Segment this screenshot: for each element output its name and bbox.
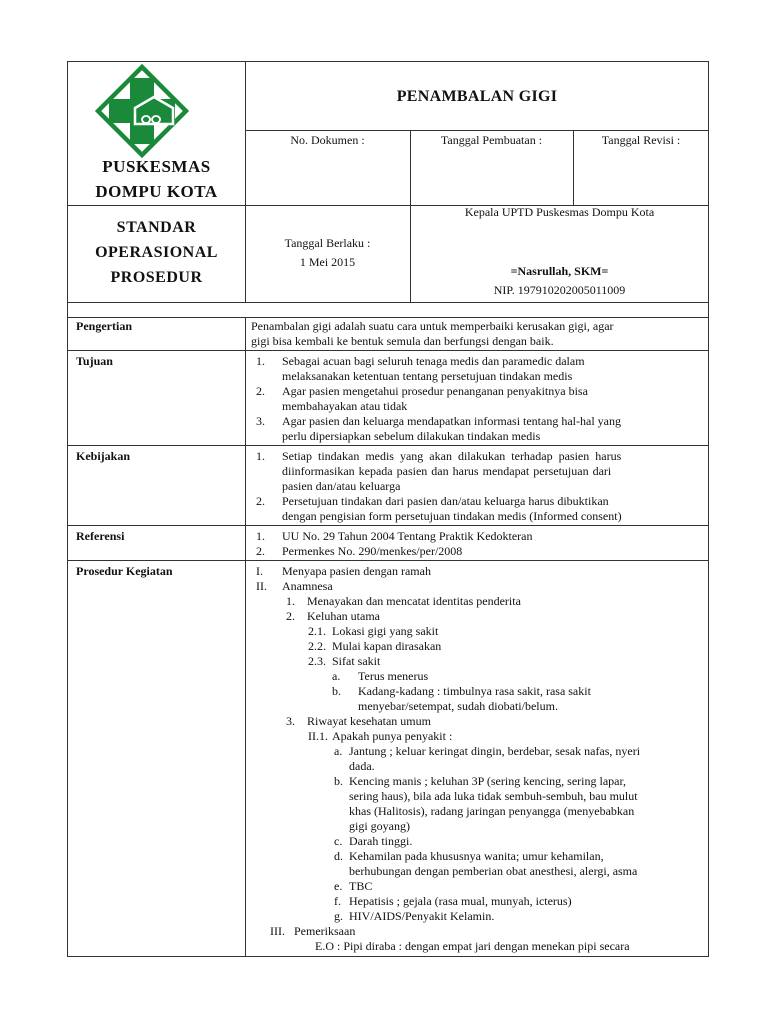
created-date-label: Tanggal Pembuatan : [440, 133, 543, 147]
prosedur-text: TBC [349, 879, 373, 893]
pengertian-bottom-line [68, 350, 709, 351]
tujuan-item-3a: Agar pasien dan keluarga mendapatkan informasi tentang hal-hal yang [282, 414, 621, 428]
pengertian-label: Pengertian [76, 319, 132, 333]
kebijakan-num-2: 2. [256, 494, 265, 508]
tujuan-item-3b: perlu dipersiapkan sebelum dilakukan tindakan medis [282, 429, 541, 443]
kebijakan-item-2b: dengan pengisian form persetujuan tindakan medis (Informed consent) [282, 509, 622, 523]
kebijakan-item-1c: pasien dan/atau keluarga [282, 479, 401, 493]
prosedur-text: E.O : Pipi diraba : dengan empat jari dengan menekan pipi secara [315, 939, 630, 953]
title-row-divider [245, 130, 709, 131]
tujuan-num-1: 1. [256, 354, 265, 368]
prosedur-text: Terus menerus [358, 669, 429, 683]
content-top-line [68, 317, 709, 318]
kebijakan-bottom-line [68, 525, 709, 526]
prosedur-num: 2.3. [308, 654, 326, 668]
prosedur-num: a. [334, 744, 343, 758]
prosedur-text: khas (Halitosis), radang jaringan penyangga (menyebabkan [349, 804, 635, 818]
prosedur-label: Prosedur Kegiatan [76, 564, 173, 578]
effective-date: 1 Mei 2015 [299, 255, 356, 269]
prosedur-text: HIV/AIDS/Penyakit Kelamin. [349, 909, 495, 923]
sop-document [67, 61, 709, 957]
prosedur-text: Darah tinggi. [349, 834, 413, 848]
prosedur-text: gigi goyang) [349, 819, 410, 833]
prosedur-num: b. [332, 684, 341, 698]
prosedur-num: 3. [286, 714, 295, 728]
head-title: Kepala UPTD Puskesmas Dompu Kota [464, 205, 655, 219]
kebijakan-item-1b: diinformasikan kepada pasien dan harus mendapat persetujuan dari [282, 464, 612, 478]
referensi-item-1: UU No. 29 Tahun 2004 Tentang Praktik Kedokteran [282, 529, 533, 543]
organization-line-1: PUSKESMAS [102, 157, 211, 176]
puskesmas-logo [95, 64, 189, 158]
referensi-label: Referensi [76, 529, 125, 543]
prosedur-num: 1. [286, 594, 295, 608]
prosedur-num: 2.2. [308, 639, 326, 653]
doc-number-label: No. Dokumen : [290, 133, 365, 147]
effective-date-block [245, 234, 410, 272]
referensi-item-2: Permenkes No. 290/menkes/per/2008 [282, 544, 463, 558]
prosedur-text: Mulai kapan dirasakan [332, 639, 442, 653]
prosedur-num: a. [332, 669, 341, 683]
prosedur-num: 2.1. [308, 624, 326, 638]
tujuan-item-2a: Agar pasien mengetahui prosedur penanganan penyakitnya bisa [282, 384, 588, 398]
prosedur-num: e. [334, 879, 343, 893]
kebijakan-num-1: 1. [256, 449, 265, 463]
prosedur-num: f. [334, 894, 341, 908]
prosedur-text: Apakah punya penyakit : [332, 729, 453, 743]
sop-line-1: STANDAR [116, 219, 197, 236]
effective-label: Tanggal Berlaku : [284, 236, 371, 250]
prosedur-num: c. [334, 834, 343, 848]
kebijakan-label: Kebijakan [76, 449, 131, 463]
organization-name [68, 154, 245, 204]
pengertian-line-1: Penambalan gigi adalah suatu cara untuk memperbaiki kerusakan gigi, agar [251, 319, 614, 333]
sop-line-2: OPERASIONAL [95, 244, 218, 261]
prosedur-num: II. [256, 579, 267, 593]
prosedur-num: 2. [286, 609, 295, 623]
prosedur-text: Hepatisis ; gejala (rasa mual, munyah, icterus) [349, 894, 572, 908]
kebijakan-item-1a: Setiap tindakan medis yang akan dilakukan terhadap pasien harus [282, 449, 622, 463]
prosedur-text: Riwayat kesehatan umum [307, 714, 431, 728]
prosedur-text: Kadang-kadang : timbulnya rasa sakit, rasa sakit [358, 684, 591, 698]
revision-date-label: Tanggal Revisi : [601, 133, 681, 147]
prosedur-text: Kehamilan pada khususnya wanita; umur kehamilan, [349, 849, 604, 863]
prosedur-num: II.1. [308, 729, 328, 743]
prosedur-num: III. [270, 924, 285, 938]
kebijakan-item-2a: Persetujuan tindakan dari pasien dan/atau keluarga harus dibuktikan [282, 494, 609, 508]
tujuan-num-3: 3. [256, 414, 265, 428]
prosedur-text: sering haus), bila ada luka tidak sembuh-sembuh, bau mulut [349, 789, 638, 803]
referensi-num-1: 1. [256, 529, 265, 543]
prosedur-text: Jantung ; keluar keringat dingin, berdebar, sesak nafas, nyeri [349, 744, 641, 758]
sop-line-3: PROSEDUR [110, 269, 203, 286]
tujuan-bottom-line [68, 445, 709, 446]
referensi-bottom-line [68, 560, 709, 561]
prosedur-text: menyebar/setempat, sudah diobati/belum. [358, 699, 558, 713]
head-name: =Nasrullah, SKM= [510, 264, 609, 278]
tujuan-num-2: 2. [256, 384, 265, 398]
tujuan-item-2b: membahayakan atau tidak [282, 399, 408, 413]
prosedur-text: Lokasi gigi yang sakit [332, 624, 439, 638]
prosedur-text: Menayakan dan mencatat identitas penderita [307, 594, 521, 608]
head-nip: NIP. 197910202005011009 [493, 283, 626, 297]
tujuan-item-1b: melaksanakan ketentuan tentang persetujuan tindakan medis [282, 369, 573, 383]
prosedur-num: b. [334, 774, 343, 788]
prosedur-text: Menyapa pasien dengan ramah [282, 564, 431, 578]
prosedur-text: Anamnesa [282, 579, 333, 593]
prosedur-text: berhubungan dengan pemberian obat anesthesi, alergi, asma [349, 864, 638, 878]
prosedur-num: d. [334, 849, 343, 863]
prosedur-text: Keluhan utama [307, 609, 380, 623]
organization-line-2: DOMPU KOTA [95, 182, 218, 201]
content-divider-vertical [245, 317, 246, 957]
referensi-num-2: 2. [256, 544, 265, 558]
prosedur-text: Pemeriksaan [294, 924, 356, 938]
prosedur-text: dada. [349, 759, 375, 773]
prosedur-num: I. [256, 564, 263, 578]
prosedur-text: Kencing manis ; keluhan 3P (sering kencing, sering lapar, [349, 774, 627, 788]
prosedur-num: g. [334, 909, 343, 923]
pengertian-line-2: gigi bisa kembali ke bentuk semula dan berfungsi dengan baik. [251, 334, 554, 348]
prosedur-text: Sifat sakit [332, 654, 381, 668]
tujuan-label: Tujuan [76, 354, 113, 368]
document-title: PENAMBALAN GIGI [396, 88, 558, 105]
tujuan-item-1a: Sebagai acuan bagi seluruh tenaga medis dan paramedic dalam [282, 354, 585, 368]
sop-label [68, 215, 245, 290]
header-bottom-line [68, 302, 709, 303]
